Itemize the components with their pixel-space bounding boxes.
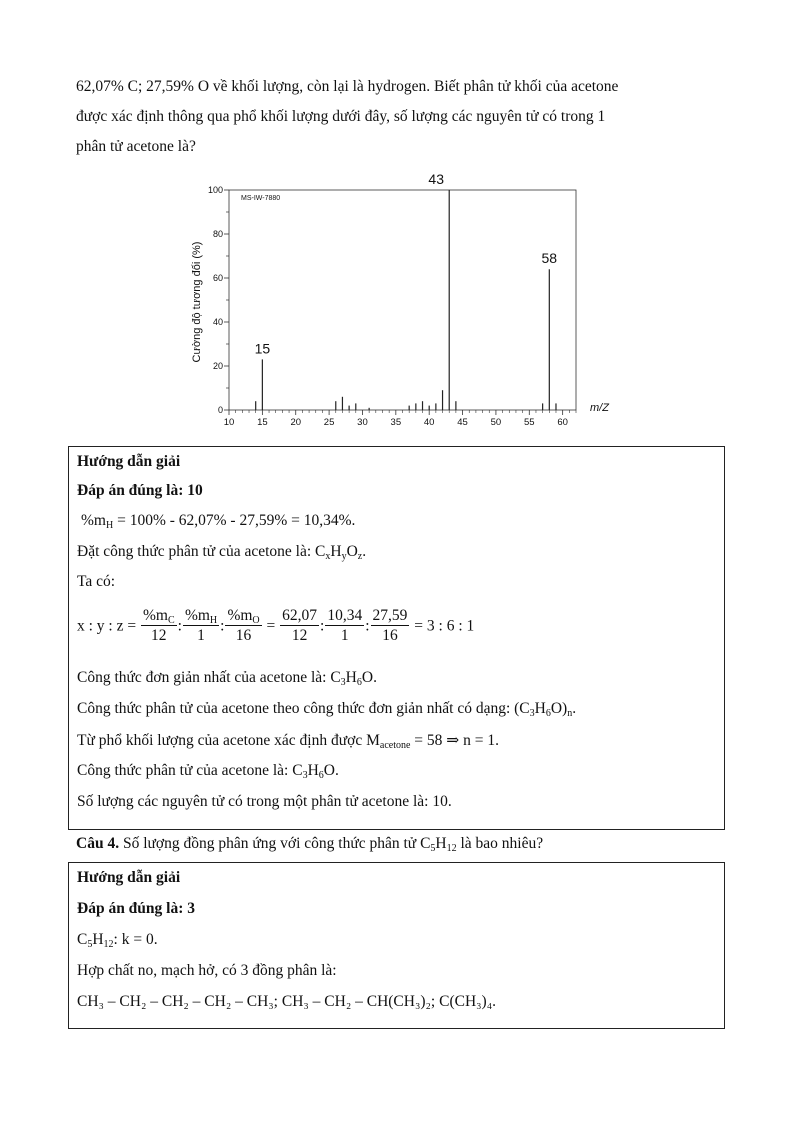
- x-axis-label: m/Z: [590, 402, 609, 414]
- solution-heading: Hướng dẫn giải: [77, 869, 181, 886]
- x-tick-label: 40: [423, 417, 435, 428]
- x-tick-label: 55: [523, 417, 535, 428]
- question-line-3: phân tử acetone là?: [76, 138, 196, 155]
- x-tick-label: 15: [257, 417, 268, 428]
- solution-heading: Hướng dẫn giải: [77, 453, 181, 470]
- x-tick-label: 30: [357, 417, 368, 428]
- fraction-c: $\frac{\%m_C}{12}$: [142, 607, 175, 644]
- y-tick-label: 40: [212, 317, 223, 327]
- correct-answer: Đáp án đúng là: 3: [77, 900, 196, 917]
- correct-answer: Đáp án đúng là: 10: [77, 482, 203, 499]
- fraction-o-value: $\frac{27,59}{16}$: [372, 607, 408, 644]
- hydrogen-percent-line: $\%m_H = 100\% - 62,07\% - 27,59\% = 10,34\%$.: [81, 512, 356, 531]
- ratio-equation: x : y : z = $\frac{\%m_C}{12}$ : $\frac{\%m_H}{1}$ : $\frac{\%m_O}{16}$ = $\frac{62,07}{12}$ : $\frac{10,34}{1}$ : $\frac{27,59}{16}$ = 3 : 6 : 1: [77, 607, 475, 644]
- question-4: Câu 4. Số lượng đồng phân ứng với công thức phân tử $C_5H_{12}$ là bao nhiêu?: [76, 835, 544, 854]
- y-axis-label: Cường độ tương đối (%): [191, 241, 203, 363]
- solution-box-2: [68, 862, 725, 1029]
- general-formula-line: Công thức phân tử của acetone theo công thức đơn giản nhất có dạng: $(C_3H_6O)_n$.: [77, 700, 577, 719]
- degree-unsaturation-line: $C_5H_{12}$: k = 0.: [77, 931, 158, 950]
- empirical-formula-line: Công thức đơn giản nhất của acetone là: $C_3H_6O$.: [77, 669, 377, 688]
- y-tick-label: 60: [212, 273, 223, 283]
- x-tick-label: 45: [457, 417, 468, 428]
- y-tick-label: 100: [207, 185, 223, 195]
- atom-count-line: Số lượng các nguyên tử có trong một phân tử acetone là: 10.: [77, 793, 452, 810]
- formula-setup-line: Đặt công thức phân tử của acetone là: $C_xH_yO_z$.: [77, 543, 367, 562]
- question-line-2: được xác định thông qua phổ khối lượng dưới đây, số lượng các nguyên tử có trong 1: [76, 108, 606, 125]
- peak-label: 43: [428, 171, 445, 187]
- question-line-1: 62,07% C; 27,59% O về khối lượng, còn lại là hydrogen. Biết phân tử khối của acetone: [76, 78, 619, 95]
- x-tick-label: 25: [323, 417, 335, 428]
- mass-spectrum-chart: [0, 171, 794, 428]
- y-tick-label: 20: [212, 361, 223, 371]
- x-tick-label: 50: [490, 417, 502, 428]
- x-tick-label: 10: [223, 417, 235, 428]
- chart-title: MS-IW-7880: [241, 195, 281, 202]
- x-tick-label: 35: [390, 417, 402, 428]
- y-tick-label: 80: [212, 229, 223, 239]
- molecular-formula-line: Công thức phân tử của acetone là: $C_3H_6O$.: [77, 762, 339, 781]
- ta-co-line: Ta có:: [77, 573, 116, 590]
- fraction-o: $\frac{\%m_O}{16}$: [227, 607, 260, 644]
- molar-mass-line: Từ phổ khối lượng của acetone xác định được $M_{acetone} = 58$ ⇒ n = 1.: [77, 732, 500, 751]
- solution-box-1: [68, 446, 725, 830]
- plot-frame: [229, 190, 576, 410]
- x-tick-label: 20: [290, 417, 302, 428]
- fraction-h: $\frac{\%m_H}{1}$: [184, 607, 218, 644]
- isomer-list-line: CH₃ – CH₂ – CH₂ – CH₂ – CH₃; CH₃ – CH₂ – CH(CH₃)₂; C(CH₃)₄.: [77, 993, 496, 1010]
- peak-label: 15: [254, 340, 271, 357]
- peak-label: 58: [541, 250, 558, 267]
- question-text: [76, 73, 728, 160]
- y-tick-label: 0: [217, 405, 223, 415]
- isomer-intro-line: Hợp chất no, mạch hở, có 3 đồng phân là:: [77, 962, 337, 979]
- fraction-c-value: $\frac{62,07}{12}$: [282, 607, 318, 644]
- x-tick-label: 60: [557, 417, 568, 428]
- fraction-h-value: $\frac{10,34}{1}$: [327, 607, 363, 644]
